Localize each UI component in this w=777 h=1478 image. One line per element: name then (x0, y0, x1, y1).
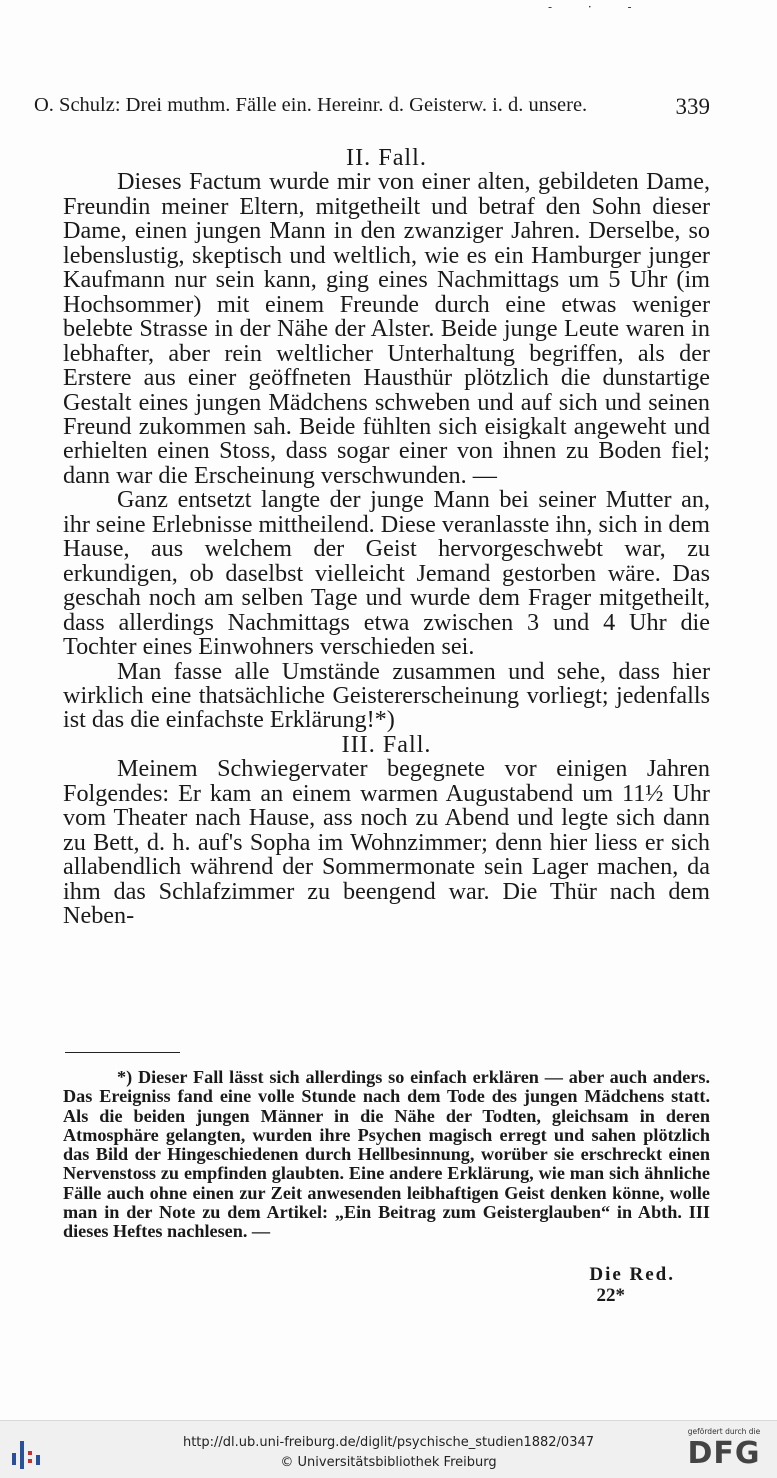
paragraph: Man fasse alle Umstände zusammen und sehe, dass hier wirklich eine thatsächliche Geistererscheinung vorliegt; jedenfalls ist das die einfachste Erklärung!*) (63, 657, 710, 734)
dfg-logo (681, 1427, 767, 1473)
section-title-fall-2: II. Fall. (346, 144, 427, 171)
paragraph: Meinem Schwiegervater begegnete vor einigen Jahren Folgendes: Er kam an einem warmen Augustabend um 11½ Uhr vom Theater nach Hause, ass noch zu Abend und legte sich dann zu Bett, d. h. auf's Sopha im Wohnzimmer; denn hier liess er sich allabendlich während der Sommermonate sein Lager machen, da ihm das Schlafzimmer zu beengend war. Die Thür nach dem Neben- (63, 755, 710, 930)
dfg-wordmark: DFG (687, 1436, 761, 1471)
permalink-url[interactable]: http://dl.ub.uni-freiburg.de/diglit/psychische_studien1882/0347 (182, 1435, 595, 1450)
section-title-fall-3: III. Fall. (341, 730, 432, 758)
paragraph: Ganz entsetzt langte der junge Mann bei seiner Mutter an, ihr seine Erlebnisse mittheilend. Diese veranlasste ihn, sich in dem Hause, aus welchem der Geist hervorgeschwebt war, zu erkundigen, ob daselbst vielleicht Jemand gestorben wäre. Das geschah noch am selben Tage und wurde dem Frager mitgetheilt, dass allerdings Nachmittags etwa zwischen 3 und 4 Uhr die Tochter eines Einwohners verschieden sei. (63, 486, 710, 661)
dfg-caption: gefördert durch die (687, 1427, 761, 1436)
paragraph: Dieses Factum wurde mir von einer alten, gebildeten Dame, Freundin meiner Eltern, mitgetheilt und betraf den Sohn dieser Dame, einen jungen Mann in den zwanziger Jahren. Derselbe, so lebenslustig, skeptisch und weltlich, wie es ein Hamburger junger Kaufmann nur sein kann, ging eines Nachmittags um 5 Uhr (im Hochsommer) mit einem Freunde durch eine etwas weniger belebte Strasse in der Nähe der Alster. Beide junge Leute waren in lebhafter, aber rein weltlicher Unterhaltung begriffen, als der Erstere aus einer geöffneten Hausthür plötzlich die dunstartige Gestalt eines jungen Mädchens schweben und auf sich und seinen Freund zukommen sah. Beide fühlten sich eisigkalt angeweht und erhielten einen Stoss, dass sogar einer von ihnen zu Boden fiel; dann war die Erscheinung verschwunden. — (63, 168, 710, 489)
page-number: 339 (675, 94, 710, 119)
main-text (63, 146, 710, 929)
footnote (63, 1068, 710, 1242)
footnote-rule (65, 1052, 180, 1053)
running-header (34, 94, 710, 124)
copyright-notice: © Universitätsbibliothek Freiburg (280, 1455, 497, 1470)
viewer-footer (0, 1420, 777, 1478)
footnote-text: *) Dieser Fall lässt sich allerdings so einfach erklären — aber auch anders. Das Ereigniss fand eine volle Stunde nach dem Tode des jungen Mädchens statt. Als die beiden jungen Männer in die Nähe der Todten, gleichsam in deren Atmosphäre gelangten, wurden ihre Psychen magisch erregt und sahen plötzlich das Bild der Hingeschiedenen durch Hellbesinnung, worüber sie erschreckt einen Nervenstoss zu empfinden glaubten. Eine andere Erklärung, wie man sich ähnliche Fälle auch ohne einen zur Zeit anwesenden leibhaftigen Geist denken könne, wolle man in der Note zu dem Artikel: „Ein Beitrag zum Geisterglauben“ in Abth. III dieses Heftes nachlesen. — (63, 1067, 710, 1242)
editor-signature: Die Red. (589, 1264, 675, 1285)
scan-edge-marks: - · - (548, 0, 648, 14)
running-title: O. Schulz: Drei muthm. Fälle ein. Hereinr. d. Geisterw. i. d. unsere. (34, 94, 588, 116)
sheet-signature: 22* (596, 1285, 625, 1306)
